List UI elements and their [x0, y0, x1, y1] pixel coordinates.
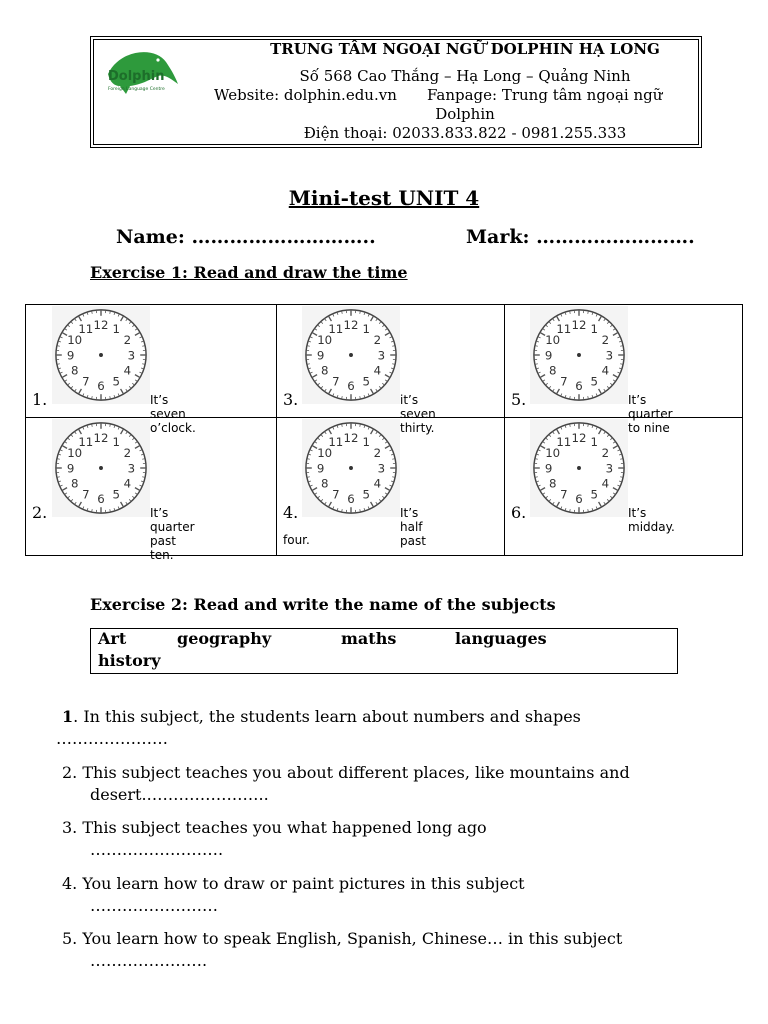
exercise1-title: Exercise 1: Read and draw the time [90, 263, 408, 282]
svg-text:4: 4 [123, 476, 132, 491]
svg-text:1: 1 [362, 322, 370, 337]
svg-text:4: 4 [601, 363, 610, 378]
answer-blank[interactable]: desert.………………….. [90, 785, 269, 804]
question-5: 5. You learn how to speak English, Spanish, Chinese… in this subject …………………. [62, 928, 702, 972]
svg-text:4: 4 [601, 476, 610, 491]
svg-text:12: 12 [571, 431, 587, 446]
word-history: history [98, 651, 161, 670]
svg-text:8: 8 [548, 476, 557, 491]
svg-text:10: 10 [545, 446, 561, 461]
svg-text:9: 9 [66, 348, 75, 363]
fanpage-cont: Dolphin [435, 105, 495, 123]
svg-text:8: 8 [70, 363, 79, 378]
svg-text:2: 2 [601, 446, 610, 461]
answer-blank[interactable]: ……………………. [90, 840, 224, 859]
svg-text:5: 5 [112, 487, 120, 502]
svg-text:3: 3 [605, 348, 614, 363]
svg-text:11: 11 [328, 435, 344, 450]
website: Website: dolphin.edu.vn [214, 86, 397, 104]
svg-text:8: 8 [548, 363, 557, 378]
question-4: 4. You learn how to draw or paint pictures in this subject …………………… [62, 873, 702, 917]
svg-text:6: 6 [575, 378, 583, 393]
clock-face-icon[interactable] [530, 418, 628, 518]
word-languages: languages [455, 629, 547, 648]
question-2: 2. This subject teaches you about different places, like mountains and desert.………………….. [62, 762, 702, 806]
svg-text:9: 9 [316, 348, 325, 363]
logo-subtext: Foreign Language Centre [108, 87, 165, 92]
svg-text:12: 12 [93, 431, 109, 446]
phone: Điện thoại: 02033.833.822 - 0981.255.333 [303, 124, 627, 142]
question-3: 3. This subject teaches you what happened long ago ……………………. [62, 817, 702, 861]
name-field: Name: ……………………….. [116, 226, 376, 248]
svg-text:11: 11 [328, 322, 344, 337]
mark-field: Mark: ……………………. [466, 226, 695, 248]
svg-text:5: 5 [112, 374, 120, 389]
svg-text:3: 3 [377, 348, 386, 363]
clock-face-icon[interactable] [302, 305, 400, 405]
svg-text:12: 12 [571, 318, 587, 333]
svg-text:2: 2 [123, 446, 132, 461]
clock-face-icon[interactable] [52, 305, 150, 405]
item-number: 5. [511, 390, 527, 409]
svg-text:11: 11 [556, 322, 572, 337]
svg-text:6: 6 [97, 378, 105, 393]
answer-blank[interactable]: …………………. [90, 951, 208, 970]
svg-text:6: 6 [97, 491, 105, 506]
svg-text:1: 1 [590, 435, 598, 450]
answer-blank[interactable]: ………………… [56, 729, 168, 748]
clock-caption: it’s seven thirty. [400, 393, 436, 435]
svg-text:4: 4 [373, 476, 382, 491]
clock-caption: It’s midday. [628, 506, 675, 534]
svg-text:11: 11 [78, 435, 94, 450]
svg-text:1: 1 [362, 435, 370, 450]
clock-caption: It’s seven o’clock. [150, 393, 196, 435]
svg-text:7: 7 [82, 487, 90, 502]
svg-text:7: 7 [82, 374, 90, 389]
svg-text:5: 5 [362, 487, 370, 502]
svg-text:2: 2 [123, 333, 132, 348]
svg-text:9: 9 [544, 348, 553, 363]
svg-text:7: 7 [560, 487, 568, 502]
clock-table [25, 304, 743, 562]
clock-caption: It’s half past [400, 506, 426, 548]
clock-face-icon[interactable] [52, 418, 150, 518]
item-number: 2. [32, 503, 48, 522]
clock-caption: It’s quarter to nine [628, 393, 673, 435]
svg-text:5: 5 [362, 374, 370, 389]
center-name: TRUNG TÂM NGOẠI NGỮ DOLPHIN HẠ LONG [270, 40, 660, 58]
svg-text:8: 8 [320, 363, 329, 378]
svg-text:2: 2 [601, 333, 610, 348]
svg-text:6: 6 [347, 491, 355, 506]
svg-text:3: 3 [127, 348, 136, 363]
svg-text:10: 10 [67, 446, 83, 461]
svg-text:12: 12 [343, 431, 359, 446]
item-number: 6. [511, 503, 527, 522]
svg-text:12: 12 [93, 318, 109, 333]
logo-text: Dolphin [108, 69, 165, 84]
svg-text:9: 9 [544, 461, 553, 476]
svg-text:7: 7 [560, 374, 568, 389]
svg-text:1: 1 [112, 435, 120, 450]
svg-text:8: 8 [320, 476, 329, 491]
clock-caption-cont: four. [283, 533, 310, 547]
svg-text:7: 7 [332, 374, 340, 389]
svg-text:9: 9 [66, 461, 75, 476]
svg-text:11: 11 [78, 322, 94, 337]
svg-text:10: 10 [67, 333, 83, 348]
svg-text:12: 12 [343, 318, 359, 333]
svg-text:6: 6 [575, 491, 583, 506]
svg-text:9: 9 [316, 461, 325, 476]
item-number: 1. [32, 390, 48, 409]
svg-text:2: 2 [373, 333, 382, 348]
answer-blank[interactable]: …………………… [90, 896, 218, 915]
svg-text:6: 6 [347, 378, 355, 393]
svg-text:8: 8 [70, 476, 79, 491]
address: Số 568 Cao Thắng – Hạ Long – Quảng Ninh [299, 67, 631, 85]
svg-text:2: 2 [373, 446, 382, 461]
svg-text:7: 7 [332, 487, 340, 502]
svg-text:5: 5 [590, 374, 598, 389]
word-maths: maths [341, 629, 397, 648]
svg-text:10: 10 [317, 333, 333, 348]
svg-text:3: 3 [377, 461, 386, 476]
svg-text:11: 11 [556, 435, 572, 450]
word-geography: geography [177, 629, 272, 648]
svg-text:4: 4 [373, 363, 382, 378]
svg-text:4: 4 [123, 363, 132, 378]
header-text [120, 40, 760, 150]
clock-face-icon[interactable] [302, 418, 400, 518]
word-art: Art [98, 629, 127, 648]
exercise2-title: Exercise 2: Read and write the name of the subjects [90, 595, 556, 614]
svg-text:3: 3 [127, 461, 136, 476]
svg-text:1: 1 [112, 322, 120, 337]
item-number: 3. [283, 390, 299, 409]
clock-face-icon[interactable] [530, 305, 628, 405]
item-number: 4. [283, 503, 299, 522]
svg-text:5: 5 [590, 487, 598, 502]
svg-text:3: 3 [605, 461, 614, 476]
svg-text:10: 10 [317, 446, 333, 461]
word-box [90, 628, 678, 674]
page-title: Mini-test UNIT 4 [288, 186, 480, 210]
fanpage: Fanpage: Trung tâm ngoại ngữ [427, 86, 663, 104]
question-1: 1. In this subject, the students learn about numbers and shapes ………………… [56, 706, 696, 750]
svg-text:10: 10 [545, 333, 561, 348]
clock-caption: It’s quarter past ten. [150, 506, 195, 562]
svg-text:1: 1 [590, 322, 598, 337]
